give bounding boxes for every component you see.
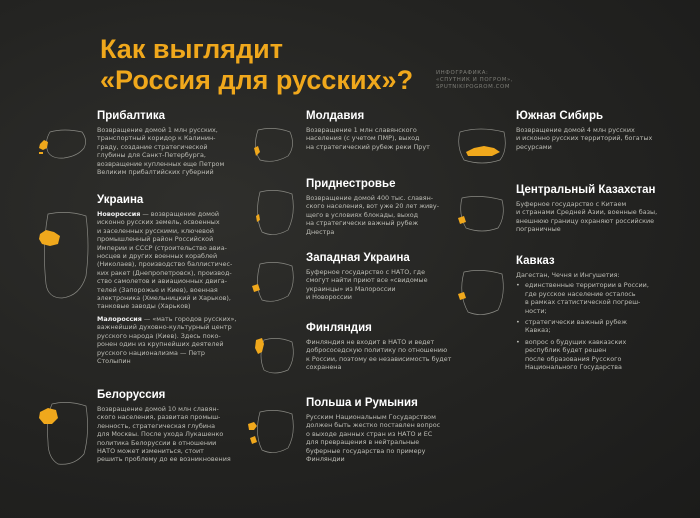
- section-transnistria: [306, 178, 439, 236]
- south-siberia-map-icon: [452, 122, 510, 170]
- list-item: • вопрос о будущих кавказских республик будет решен после образования Русского Национального Государства: [516, 337, 627, 372]
- page-title: [100, 34, 413, 96]
- credit-line-1: ИНФОГРАФИКА:: [436, 70, 489, 76]
- section-text: Русским Национальным Государством должен быть жестко поставлен вопрос о выходе данных стран из НАТО и ЕС для превращения в нейтральные буферные государства по примеру Финляндии: [306, 413, 441, 464]
- section-kazakhstan: [516, 184, 657, 234]
- section-caucasus: [516, 255, 649, 374]
- section-baltics: [97, 110, 224, 176]
- caucasus-bullet-list: [516, 281, 649, 371]
- section-title: Приднестровье: [306, 178, 396, 190]
- section-finland: [306, 322, 451, 372]
- section-text: Возвращение домой 4 млн русских и исконно русских территорий, богатых ресурсами: [516, 126, 653, 151]
- west-ukraine-map-icon: [244, 258, 300, 308]
- section-title: Украина: [97, 194, 144, 206]
- section-text: Возвращение домой 1 млн русских, транспортный коридор к Калинин- граду, создание стратегической глубины для Санкт-Петербурга, возвращение купленных еще Петром Великим прибалтийских губерний: [97, 126, 225, 177]
- section-text: Возвращение домой 400 тыс. славян- ского населения, вот уже 20 лет живу- щего в условиях блокады, выход на стратегически важный рубеж Днестра: [306, 194, 440, 236]
- caucasus-map-icon: [452, 264, 510, 324]
- bullet-icon: •: [516, 337, 520, 346]
- section-title: Западная Украина: [306, 252, 410, 264]
- title-line-1: Как выглядит: [100, 34, 283, 64]
- section-title: Финляндия: [306, 322, 372, 334]
- section-text: Финляндия не входит в НАТО и ведет добрососедскую политику по отношению к России, поэтому ее независимость будет сохранена: [306, 338, 452, 372]
- poland-romania-map-icon: [244, 404, 300, 460]
- finland-map-icon: [244, 330, 300, 380]
- credit-block: [436, 70, 513, 91]
- section-ukraine: [97, 194, 236, 365]
- section-poland-romania: [306, 397, 440, 463]
- section-text: Возвращение 1 млн славянского населения (с учетом ПМР), выход на стратегический рубеж реки Прут: [306, 126, 430, 151]
- bullet-icon: •: [516, 318, 520, 327]
- section-text: Буферное государство с Китаем и странами Средней Азии, военные базы, внешнюю границу охраняют российские пограничные: [516, 200, 658, 234]
- moldova-map-icon: [244, 124, 300, 168]
- ukraine-map-icon: [34, 206, 94, 306]
- list-item: • единственные территории в России, где русское население осталось в рамках статистической погреш- ности;: [516, 281, 649, 315]
- kazakhstan-map-icon: [452, 190, 510, 240]
- section-title: Кавказ: [516, 255, 555, 267]
- novorossiya-text: [97, 210, 236, 311]
- section-title: Польша и Румыния: [306, 397, 418, 409]
- title-line-2: «Россия для русских»?: [100, 65, 414, 95]
- section-title: Южная Сибирь: [516, 110, 604, 122]
- novorossiya-lead: Новороссия: [97, 210, 141, 218]
- bullet-icon: •: [516, 281, 520, 290]
- section-title: Белоруссия: [97, 389, 166, 401]
- section-intro: Дагестан, Чечня и Ингушетия:: [516, 271, 620, 279]
- section-moldova: [306, 110, 430, 151]
- malorossiya-text: [97, 315, 236, 365]
- novorossiya-body: — возвращение домой исконно русских земель, освоенных и заселенных русскими, ключевой промышленный район Российской Империи и СССР (строительство авиа- носцев и других военных кораблей (Николаев), производство баллистичес- ких ракет (Днепропетровск), производ- ство самолетов и авиационных двига- телей (Запорожье и Киев), военная электроника (Хмельницкий и Харьков), танковые заводы (Харьков): [97, 210, 233, 311]
- section-text: Возвращение домой 10 млн славян- ского населения, развитая промыш- ленность, стратегическая глубина для Москвы. После ухода Лукашенко политика Белоруссии в отношении НАТО может измениться, стоит решить проблему до ее возникновения: [97, 405, 231, 464]
- malorossiya-body: — «мать городов русских», важнейший духовно-культурный центр русского народа (Киев). Здесь поко- ронен один из крупнейших деятелей русского национализма — Петр Столыпин: [97, 314, 237, 365]
- section-text: Буферное государство с НАТО, где смогут найти приют все «свидомые украинцы» из Малороссии и Новороссии: [306, 268, 428, 302]
- malorossiya-lead: Малороссия: [97, 314, 142, 323]
- section-belarus: [97, 389, 231, 464]
- section-title: Прибалтика: [97, 110, 166, 122]
- section-south-siberia: [516, 110, 652, 151]
- section-title: Центральный Казахстан: [516, 184, 656, 196]
- baltics-map-icon: [34, 126, 94, 166]
- belarus-map-icon: [34, 398, 94, 470]
- transnistria-map-icon: [244, 186, 300, 242]
- section-title: Молдавия: [306, 110, 365, 122]
- credit-line-2: «СПУТНИК И ПОГРОМ»,: [436, 77, 514, 83]
- credit-line-3: SPUTNIKIPOGROM.COM: [436, 84, 511, 90]
- section-west-ukraine: [306, 252, 428, 302]
- list-item: • стратегически важный рубеж Кавказ;: [516, 318, 627, 335]
